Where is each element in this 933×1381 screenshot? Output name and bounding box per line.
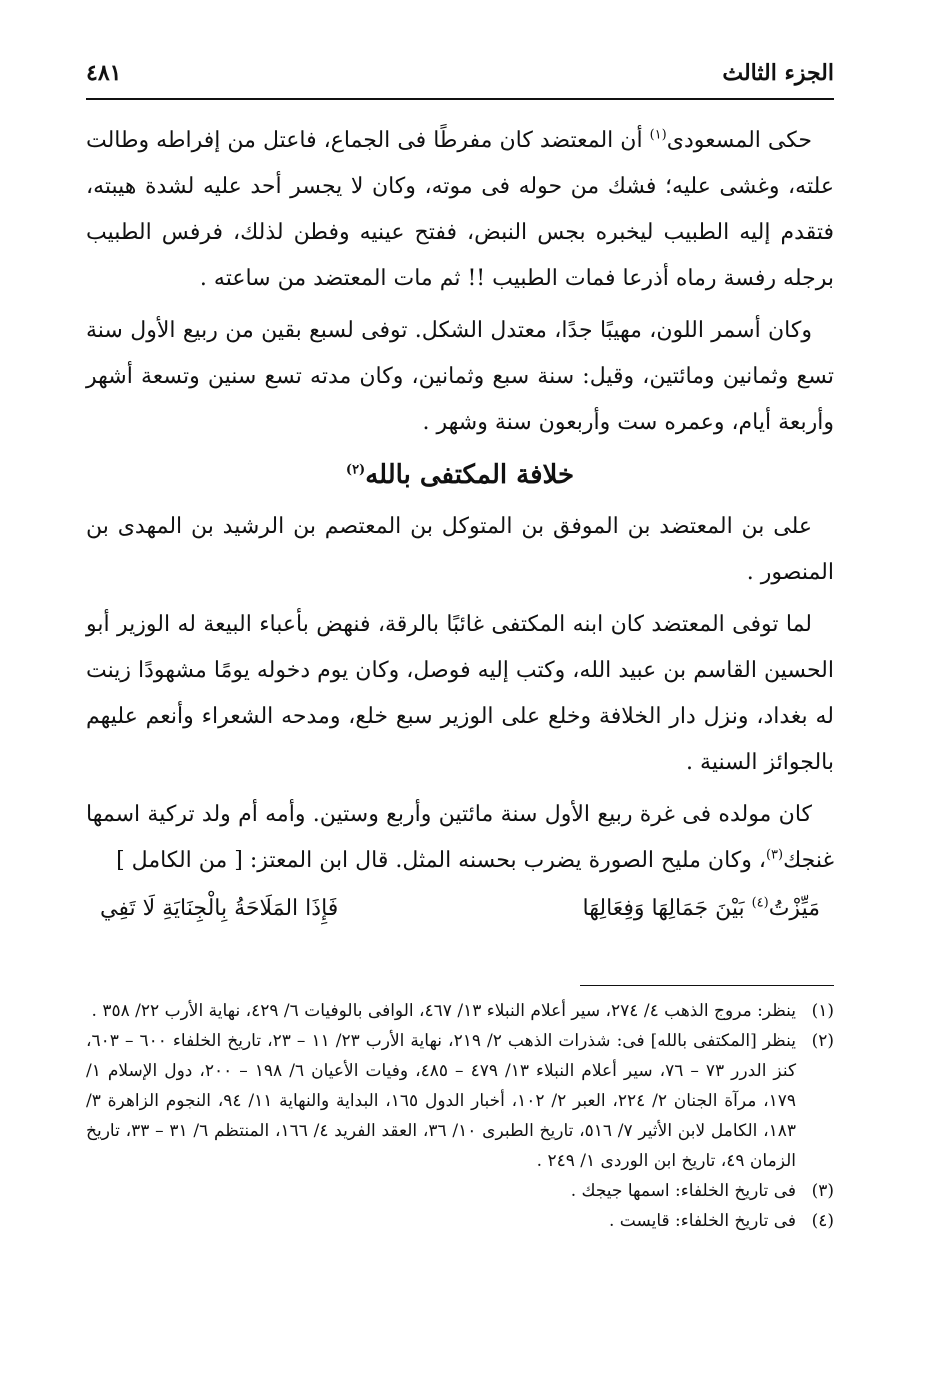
running-title: الجزء الثالث xyxy=(722,60,834,86)
paragraph-5 xyxy=(86,792,834,884)
poetry-verse xyxy=(86,886,834,932)
footnote-number: (٤) xyxy=(811,1211,834,1231)
footnote-2 xyxy=(86,1026,834,1176)
footnote-text: فى تاريخ الخلفاء: اسمها جيجك . xyxy=(570,1181,796,1201)
verse-first-rest: بَيْنَ جَمَالِهَا وَفِعَالِهَا xyxy=(582,896,752,921)
footnotes xyxy=(86,996,834,1236)
footnote-ref-2: (٢) xyxy=(345,462,366,478)
footnote-text: ينظر: مروج الذهب ٤/ ٢٧٤، سير أعلام النبلاء ١٣/ ٤٦٧، الوافى بالوفيات ٦/ ٤٢٩، نهاية الأرب ٢٢/ ٣٥٨ . xyxy=(91,1001,796,1021)
footnote-3 xyxy=(86,1176,834,1206)
paragraph-1-start: حكى المسعودى xyxy=(666,128,813,153)
footnote-number: (٣) xyxy=(811,1181,834,1201)
main-text xyxy=(86,118,834,932)
page-number: ٤٨١ xyxy=(86,60,122,86)
verse-hemistich-second: فَإِذَا المَلَاحَةُ بِالْجِنَايَةِ لَا تَفِي xyxy=(100,896,339,921)
section-title-text: خلافة المكتفى بالله xyxy=(365,460,575,490)
footnote-divider xyxy=(580,985,834,986)
paragraph-2: وكان أسمر اللون، مهيبًا جدًا، معتدل الشكل. توفى لسبع بقين من ربيع الأول سنة تسع وثمانين ومائتين، وقيل: سنة سبع وثمانين، وكان مدته تسع سنين وتسعة أشهر وأربعة أيام، وعمره ست وأربعون سنة وشهر . xyxy=(86,318,834,435)
footnote-number: (٢) xyxy=(811,1031,834,1051)
footnote-ref-4: (٤) xyxy=(751,895,769,911)
footnote-1 xyxy=(86,996,834,1026)
verse-first-word: مَيِّزْتُ xyxy=(768,896,820,921)
verse-hemistich-first xyxy=(583,886,820,932)
paragraph-4: لما توفى المعتضد كان ابنه المكتفى غائبًا بالرقة، فنهض بأعباء البيعة له الوزير أبو الحسين القاسم بن عبيد الله، وكتب إليه فوصل، وكان يوم دخوله يومًا مشهودًا زينت له بغداد، ونزل دار الخلافة وخلع على الوزير سبع خلع، ومدحه الشعراء وأنعم عليهم بالجوائز السنية . xyxy=(86,612,834,775)
paragraph-5-start: كان مولده فى غرة ربيع الأول سنة مائتين وأربع وستين. وأمه أم ولد تركية اسمها غنجك xyxy=(86,802,834,873)
footnote-text: فى تاريخ الخلفاء: قايست . xyxy=(608,1211,796,1231)
footnote-4 xyxy=(86,1206,834,1236)
footnote-ref-1: (١) xyxy=(649,127,667,143)
section-title xyxy=(86,452,834,498)
footnote-text: ينظر [المكتفى بالله] فى: شذرات الذهب ٢/ ٢١٩، نهاية الأرب ٢٣/ ١١ – ٢٣، تاريخ الخلفاء ٦٠٠ – ٦٠٣، كنز الدرر ٧٣ – ٧٦، سير أعلام النبلاء ١٣/ ٤٧٩ – ٤٨٥، وفيات الأعيان ٦/ ١٩٨ – ٢٠٠، دول الإسلام ١/ ١٧٩، مرآة الجنان ٢/ ٢٢٤، العبر ٢/ ١٠٢، أخبار الدول ١٦٥، البداية والنهاية ١١/ ٩٤، النجوم الزاهرة ٣/ ١٨٣، الكامل لابن الأثير ٧/ ٥١٦، تاريخ الطبرى ١٠/ ٣٦، العقد الفريد ٤/ ١٦٦، المنتظم ٦/ ٣١ – ٣٣، تاريخ الزمان ٤٩، تاريخ ابن الوردى ١/ ٢٤٩ . xyxy=(86,1031,797,1171)
paragraph-5-rest: ، وكان مليح الصورة يضرب بحسنه المثل. قال ابن المعتز: [ من الكامل ] xyxy=(116,848,766,873)
paragraph-1-rest: أن المعتضد كان مفرطًا فى الجماع، فاعتل من إفراطه وطالت علته، وغشى عليه؛ فشك من حوله فى موته، وكان لا يجسر أحد عليه لشدة هيبته، فتقدم إليه الطبيب ليخبره بجس النبض، ففتح عينيه وفطن لذلك، فرفس الطبيب برجله رفسة رماه أذرعا فمات الطبيب !! ثم مات المعتضد من ساعته . xyxy=(86,128,834,291)
footnote-ref-3: (٣) xyxy=(765,847,784,863)
paragraph-3: على بن المعتضد بن الموفق بن المتوكل بن المعتصم بن الرشيد بن المهدى بن المنصور . xyxy=(86,514,834,585)
footnote-number: (١) xyxy=(811,1001,834,1021)
page-header xyxy=(86,58,834,100)
paragraph-1 xyxy=(86,118,834,302)
